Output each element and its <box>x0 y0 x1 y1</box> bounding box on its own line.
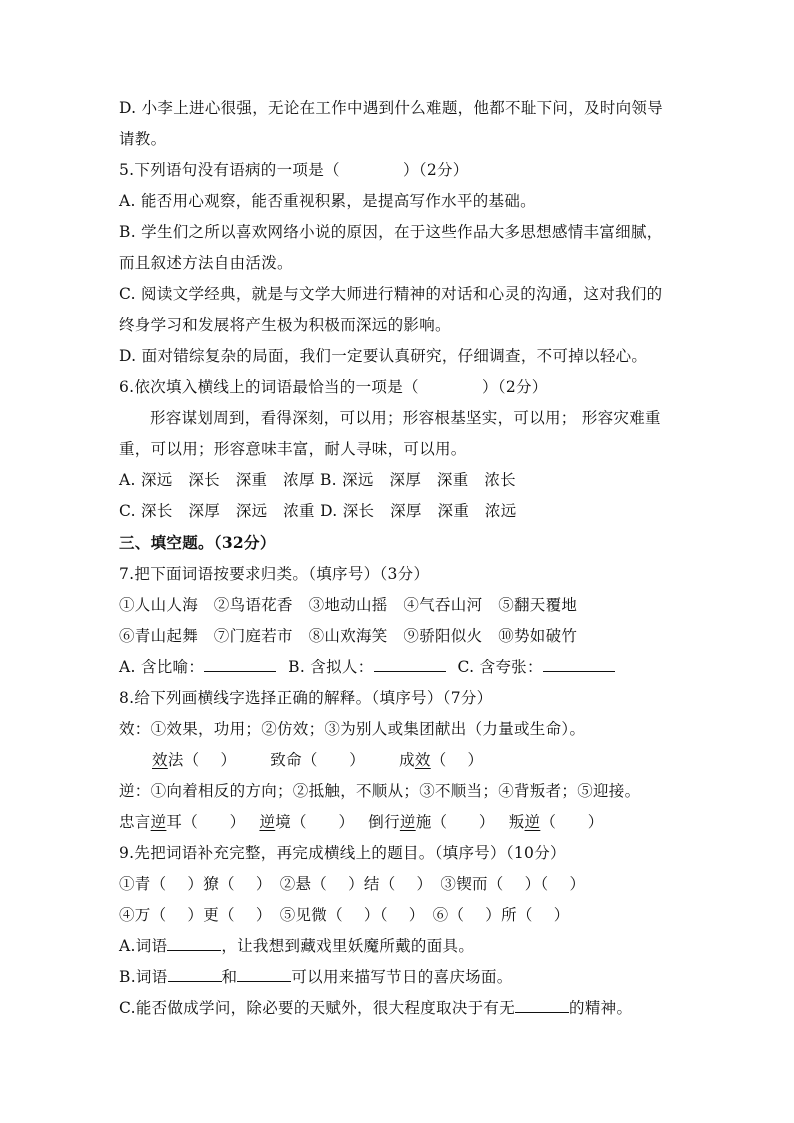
q7-blank-a[interactable] <box>204 657 276 672</box>
q8-ni-word1-rest: 耳（ ） <box>166 813 246 831</box>
q9-c-suffix: 的精神。 <box>569 999 633 1017</box>
q9-question: 9.先把词语补充完整，再完成横线上的题目。（填序号）（10分） <box>119 844 566 862</box>
q8-xiao-word3-underlined: 效 <box>414 751 431 769</box>
q6-options-cd: C. 深长 深厚 深远 浓重 D. 深长 深厚 深重 浓远 <box>119 502 517 520</box>
q4-option-d-line1: D. 小李上进心很强，无论在工作中遇到什么难题，他都不耻下问，及时向领导 <box>119 99 664 117</box>
q8-ni-word3-rest: 施（ ） <box>415 813 495 831</box>
q9-b-blank1[interactable] <box>168 967 222 982</box>
q5-option-c-line1: C. 阅读文学经典，就是与文学大师进行精神的对话和心灵的沟通，这对我们的 <box>119 285 663 303</box>
q8-xiao-word2-left: 致 <box>270 751 287 769</box>
q7-question: 7.把下面词语按要求归类。（填序号）（3分） <box>119 565 430 583</box>
q8-xiao-word3-left: 成 <box>399 751 415 769</box>
q8-xiao-words <box>152 750 483 770</box>
q6-body-line1: 形容谋划周到，看得深刻，可以用；形容根基坚实，可以用； 形容灾难重 <box>150 409 661 427</box>
q8-ni-words <box>119 812 604 832</box>
q7-words-row2: ⑥青山起舞 ⑦门庭若市 ⑧山欢海笑 ⑨骄阳似火 ⑩势如破竹 <box>119 627 578 645</box>
q9-words-row2: ④万（ ）更（ ） ⑤见微（ ）（ ） ⑥（ ）所（ ） <box>119 906 570 924</box>
q8-ni-word3-underlined: 逆 <box>399 813 416 831</box>
q7-label-b: B. 含拟人： <box>288 658 374 676</box>
q9-b-prefix: B.词语 <box>119 968 168 986</box>
q8-xiao-word1-rest: 法（ ） <box>167 751 237 769</box>
q9-c-blank[interactable] <box>515 998 569 1013</box>
q7-answer-row <box>119 657 615 677</box>
q5-option-c-line2: 终身学习和发展将产生极为积极而深远的影响。 <box>119 316 451 334</box>
q8-ni-word2-underlined: 逆 <box>259 813 276 831</box>
q6-question: 6.依次填入横线上的词语最恰当的一项是（ ）（2分） <box>119 378 548 396</box>
q5-question: 5.下列语句没有语病的一项是（ ）（2分） <box>119 161 469 179</box>
q5-option-a: A. 能否用心观察，能否重视积累，是提高写作水平的基础。 <box>119 192 536 210</box>
q9-words-row1: ①青（ ）獠（ ） ②悬（ ）结（ ） ③锲而（ ）（ ） <box>119 875 586 893</box>
q7-blank-c[interactable] <box>543 657 615 672</box>
section-heading: 三、填空题。（32分） <box>119 533 276 552</box>
q8-ni-word1-left: 忠言 <box>119 813 151 831</box>
q9-b-suffix: 可以用来描写节日的喜庆场面。 <box>291 968 513 986</box>
q5-option-b-line1: B. 学生们之所以喜欢网络小说的原因，在于这些作品大多思想感情丰富细腻， <box>119 223 663 241</box>
q4-option-d-line2: 请教。 <box>119 130 167 148</box>
q8-xiao-word3-rest: （ ） <box>430 751 484 769</box>
q8-question: 8.给下列画横线字选择正确的解释。（填序号）（7分） <box>119 689 493 707</box>
q8-xiao-word1-underlined: 效 <box>152 751 168 769</box>
q9-c-prefix: C.能否做成学问，除必要的天赋外，很大程度取决于有无 <box>119 999 516 1017</box>
q8-ni-word3-left: 倒行 <box>368 813 400 831</box>
q9-a-suffix: ，让我想到藏戏里妖魔所戴的面具。 <box>221 937 475 955</box>
q8-xiao-word2-rest: 命（ ） <box>286 751 366 769</box>
q8-ni-definition: 逆：①向着相反的方向；②抵触，不顺从；③不顺当；④背叛者；⑤迎接。 <box>119 782 641 800</box>
q7-label-c: C. 含夸张： <box>457 658 543 676</box>
q9-a-prefix: A.词语 <box>119 937 168 955</box>
q7-words-row1: ①人山人海 ②鸟语花香 ③地动山摇 ④气吞山河 ⑤翻天覆地 <box>119 596 578 614</box>
q8-xiao-definition: 效：①效果，功用；②仿效；③为别人或集团献出（力量或生命）。 <box>119 720 586 738</box>
q8-ni-word1-underlined: 逆 <box>150 813 167 831</box>
q7-blank-b[interactable] <box>374 657 446 672</box>
q6-body-line2: 重，可以用；形容意味丰富，耐人寻味，可以用。 <box>119 440 467 458</box>
q8-ni-word4-left: 叛 <box>508 813 525 831</box>
q8-ni-word4-rest: （ ） <box>540 813 604 831</box>
q5-option-d: D. 面对错综复杂的局面，我们一定要认真研究，仔细调查，不可掉以轻心。 <box>119 347 648 365</box>
q9-b-blank2[interactable] <box>237 967 291 982</box>
q9-item-b <box>119 967 513 987</box>
q7-label-a: A. 含比喻： <box>119 658 205 676</box>
q8-ni-word2-rest: 境（ ） <box>275 813 355 831</box>
q5-option-b-line2: 而且叙述方法自由活泼。 <box>119 254 293 272</box>
q9-a-blank[interactable] <box>167 936 221 951</box>
q9-item-a <box>119 936 474 956</box>
q9-b-and: 和 <box>221 968 238 986</box>
q9-item-c <box>119 998 632 1018</box>
q6-options-ab: A. 深远 深长 深重 浓厚 B. 深远 深厚 深重 浓长 <box>119 471 516 489</box>
q8-ni-word4-underlined: 逆 <box>524 813 541 831</box>
